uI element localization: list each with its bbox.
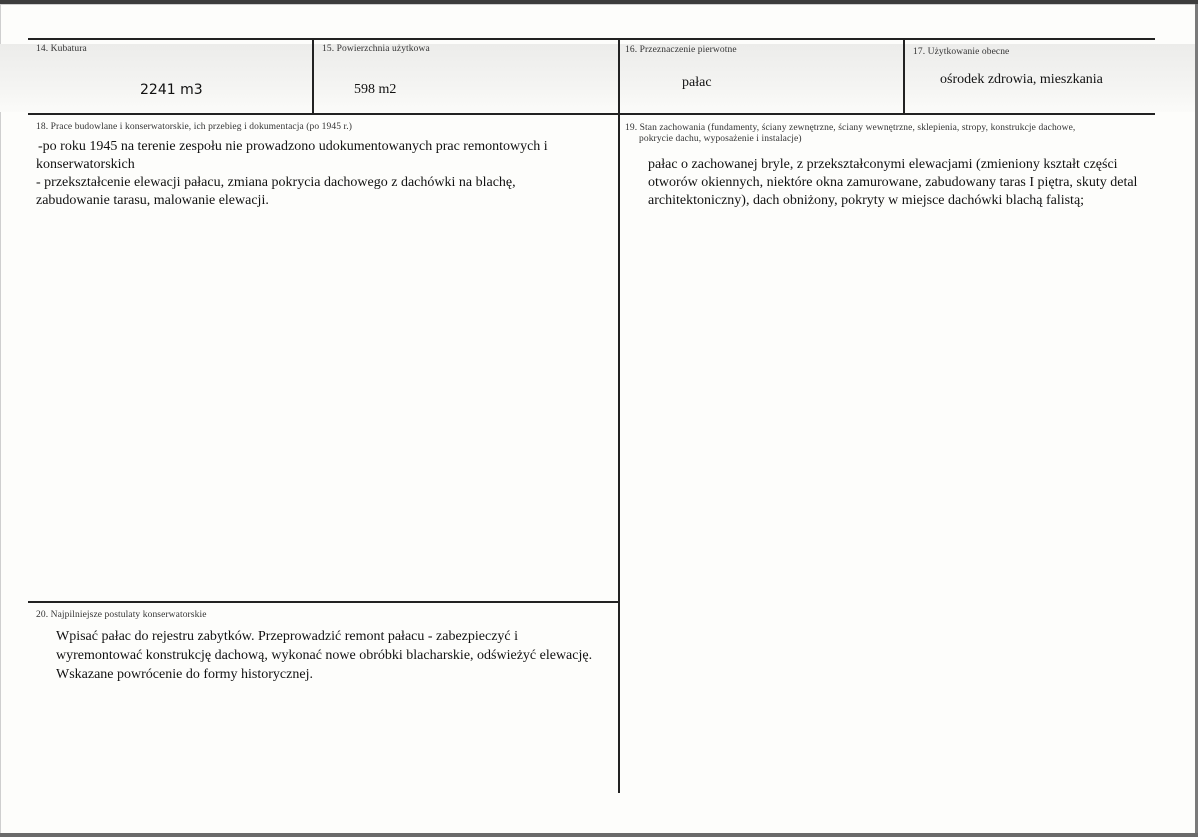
scan-edge-bottom (0, 833, 1198, 837)
postulaty-line: Wpisać pałac do rejestru zabytków. Przeprowadzić remont pałacu - zabezpieczyć i (56, 629, 519, 644)
top-rule (28, 38, 1155, 40)
stan-label-line: pokrycie dachu, wyposażenie i instalacje) (639, 134, 802, 144)
stan-label-line: 19. Stan zachowania (fundamenty, ściany zewnętrzne, ściany wewnętrzne, sklepienia, stropy, konstrukcje dachowe, (625, 123, 1076, 133)
prace-line: zabudowanie tarasu, malowanie elewacji. (36, 193, 269, 208)
uzytkowanie-label: 17. Użytkowanie obecne (913, 47, 1010, 57)
przeznaczenie-label: 16. Przeznaczenie pierwotne (625, 45, 737, 55)
prace-label: 18. Prace budowlane i konserwatorskie, ich przebieg i dokumentacja (po 1945 r.) (36, 122, 353, 132)
postulaty-line: Wskazane powrócenie do formy historycznej. (56, 667, 313, 682)
center-divider (618, 38, 620, 793)
header-bottom-rule (28, 113, 1155, 115)
record-card (0, 4, 1198, 837)
powierzchnia-value: 598 m2 (354, 82, 397, 97)
kubatura-value: 2241 m3 (140, 82, 203, 98)
prace-line: - przekształcenie elewacji pałacu, zmiana pokrycia dachowego z dachówki na blachę, (36, 175, 516, 190)
postulaty-line: wyremontować konstrukcję dachową, wykonać nowe obróbki blacharskie, odświeżyć elewację. (56, 648, 593, 663)
uzytkowanie-value: ośrodek zdrowia, mieszkania (940, 72, 1103, 87)
przeznaczenie-value: pałac (682, 75, 712, 90)
stan-text (648, 156, 1137, 210)
prace-line: -po roku 1945 na terenie zespołu nie prowadzono udokumentowanych prac remontowych i (38, 139, 548, 154)
stan-line: pałac o zachowanej bryle, z przekształconymi elewacjami (zmieniony kształt części (648, 157, 1118, 172)
header-divider-1 (312, 38, 314, 115)
powierzchnia-label: 15. Powierzchnia użytkowa (322, 44, 430, 54)
stan-line: otworów okiennych, niektóre okna zamurowane, zabudowany taras I piętra, skuty detal (648, 175, 1138, 190)
prace-line: konserwatorskich (36, 157, 135, 172)
stan-label (625, 123, 1075, 145)
kubatura-label: 14. Kubatura (36, 44, 87, 54)
postulaty-label: 20. Najpilniejsze postulaty konserwatorskie (36, 610, 207, 620)
stan-line: architektoniczny), dach obniżony, pokryty w miejsce dachówki blachą falistą; (648, 193, 1085, 208)
header-divider-3 (903, 38, 905, 115)
postulaty-text (56, 627, 592, 684)
section-18-bottom-rule (28, 601, 619, 603)
prace-text (36, 138, 548, 210)
